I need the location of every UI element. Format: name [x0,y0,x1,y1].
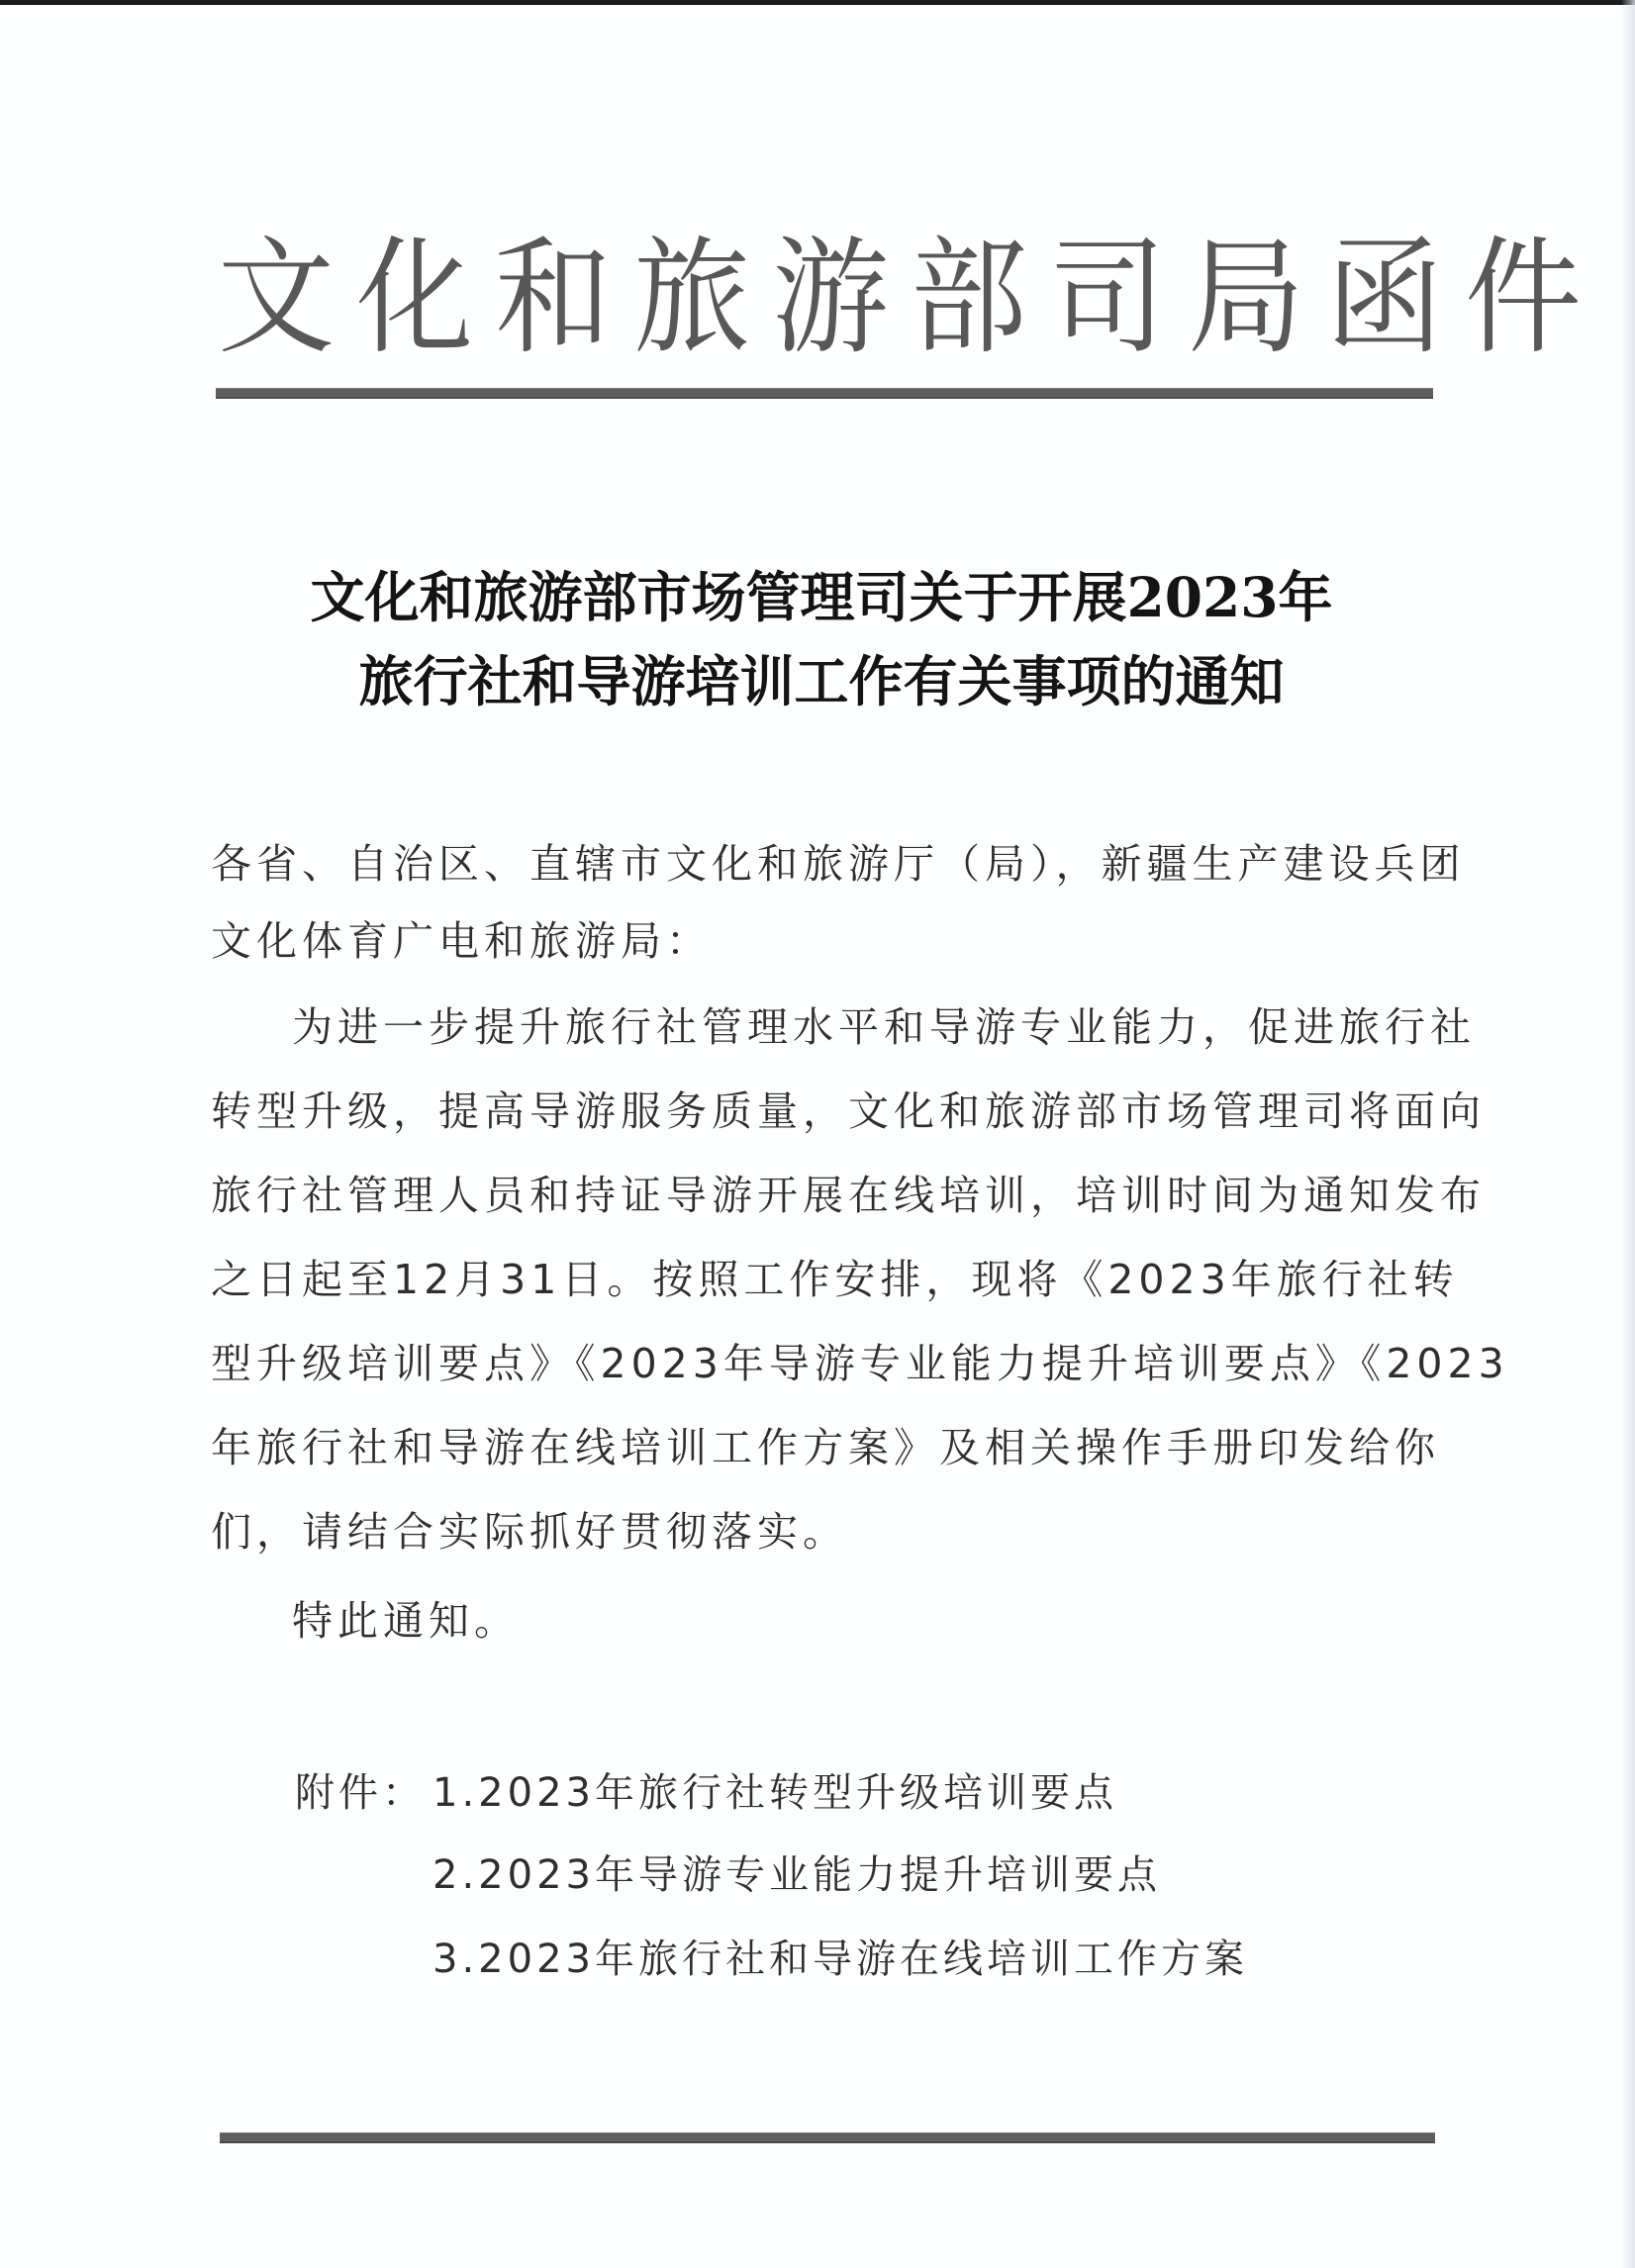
body-line: 们，请结合实际抓好贯彻落实。 [211,1508,848,1556]
body-line: 旅行社管理人员和持证导游开展在线培训，培训时间为通知发布 [211,1172,1486,1219]
scan-top-edge [0,0,1635,5]
scan-right-shade [1621,0,1635,2268]
closing-text: 特此通知。 [292,1597,520,1645]
body-line: 型升级培训要点》《2023年导游专业能力提升培训要点》《2023 [211,1340,1509,1387]
footer-rule [220,2132,1435,2143]
salutation-line-2: 文化体育广电和旅游局： [211,917,712,965]
body-line: 年旅行社和导游在线培训工作方案》及相关操作手册印发给你 [211,1424,1440,1471]
body-line: 为进一步提升旅行社管理水平和导游专业能力，促进旅行社 [292,1003,1476,1051]
attachments-label: 附件： [295,1770,426,1816]
attachment-item: 2.2023年导游专业能力提升培训要点 [433,1852,1161,1898]
letterhead: 文化和旅游部司局函件 [218,223,1604,371]
attachment-item: 3.2023年旅行社和导游在线培训工作方案 [433,1937,1248,1982]
salutation-line-1: 各省、自治区、直辖市文化和旅游厅（局），新疆生产建设兵团 [211,840,1466,888]
letterhead-rule [216,388,1433,399]
document-title-line-2: 旅行社和导游培训工作有关事项的通知 [358,649,1285,713]
body-line: 转型升级，提高导游服务质量，文化和旅游部市场管理司将面向 [211,1087,1486,1135]
body-line: 之日起至12月31日。按照工作安排，现将《2023年旅行社转 [211,1256,1459,1303]
attachment-item: 1.2023年旅行社转型升级培训要点 [433,1770,1117,1816]
document-title-line-1: 文化和旅游部市场管理司关于开展2023年 [310,565,1333,629]
